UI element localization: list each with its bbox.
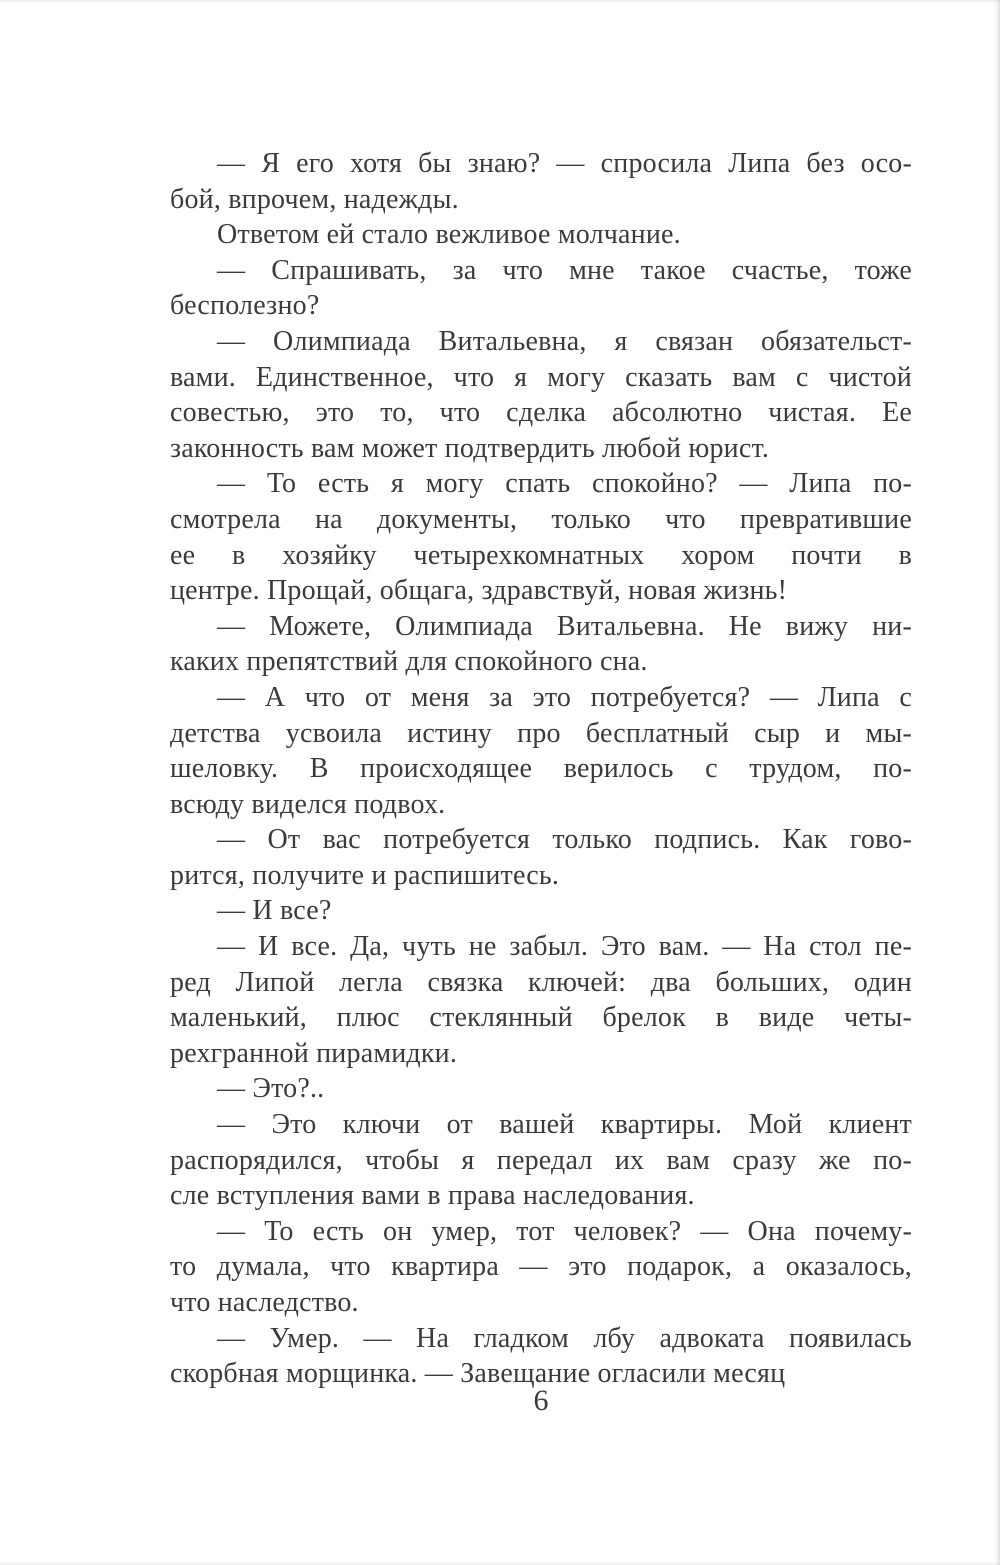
text-line: шеловку. В происходящее верилось с трудом, по- [170, 753, 912, 785]
text-line: — Я его хотя бы знаю? — спросила Липа без осо- [217, 148, 912, 179]
text-line: распорядился, чтобы я передал их вам сразу же по- [170, 1144, 912, 1176]
text-line: — Это ключи от вашей квартиры. Мой клиент [217, 1109, 912, 1141]
text-line: — Можете, Олимпиада Витальевна. Не вижу ни- [217, 610, 912, 642]
text-line: рится, получите и распишитесь. [170, 859, 560, 891]
paragraph [170, 609, 912, 680]
text-line: рехгранной пирамидки. [170, 1037, 458, 1069]
text-line: — Это?.. [217, 1073, 325, 1105]
paragraph [170, 893, 912, 929]
paragraph [170, 466, 912, 608]
text-line: — То есть я могу спать спокойно? — Липа по- [217, 468, 912, 500]
text-line: — То есть он умер, тот человек? — Она почему- [217, 1215, 912, 1247]
text-line: Ответом ей стало вежливое молчание. [217, 219, 681, 251]
text-line: то думала, что квартира — это подарок, а оказалось, [170, 1251, 912, 1283]
text-line: — Умер. — На гладком лбу адвоката появилась [217, 1322, 912, 1354]
text-line: бесполезно? [170, 290, 320, 322]
paragraph [170, 822, 912, 893]
text-line: совестью, это то, что сделка абсолютно чистая. Ее [170, 397, 912, 429]
paragraph [170, 1107, 912, 1214]
paragraph [170, 1071, 912, 1107]
text-line: — А что от меня за это потребуется? — Липа с [217, 681, 912, 713]
paragraph [170, 217, 912, 253]
paragraph [170, 324, 912, 466]
text-line: всюду виделся подвох. [170, 788, 446, 820]
text-line: смотрела на документы, только что превратившие [170, 503, 912, 535]
paragraph [170, 929, 912, 1071]
page-number: 6 [533, 1384, 549, 1417]
paragraph [170, 253, 912, 324]
paragraph [170, 680, 912, 822]
text-line: центре. Прощай, общага, здравствуй, новая жизнь! [170, 575, 788, 607]
text-line: — И все? [217, 895, 332, 927]
text-line: скорбная морщинка. — Завещание огласили месяц [170, 1358, 786, 1390]
text-line: законность вам может подтвердить любой юрист. [170, 432, 770, 464]
text-line: бой, впрочем, надежды. [170, 183, 459, 215]
text-line: вами. Единственное, что я могу сказать вам с чистой [170, 361, 912, 393]
text-line: детства усвоила истину про бесплатный сыр и мы- [170, 717, 912, 749]
text-line: маленький, плюс стеклянный брелок в виде четы- [170, 1002, 912, 1034]
text-line: что наследство. [170, 1287, 359, 1318]
text-line: сле вступления вами в права наследования. [170, 1180, 695, 1212]
text-line: — И все. Да, чуть не забыл. Это вам. — На стол пе- [217, 931, 912, 963]
text-line: — От вас потребуется только подпись. Как гово- [217, 824, 912, 856]
text-line: — Спрашивать, за что мне такое счастье, тоже [217, 254, 912, 286]
text-line: — Олимпиада Витальевна, я связан обязательст- [217, 325, 912, 357]
text-column [170, 146, 912, 1392]
text-line: ее в хозяйку четырехкомнатных хором почти в [170, 539, 912, 571]
text-line: каких препятствий для спокойного сна. [170, 646, 648, 678]
paragraph [170, 1321, 912, 1392]
text-line: ред Липой легла связка ключей: два больших, один [170, 966, 912, 998]
paragraph [170, 1214, 912, 1321]
paragraph [170, 146, 912, 217]
